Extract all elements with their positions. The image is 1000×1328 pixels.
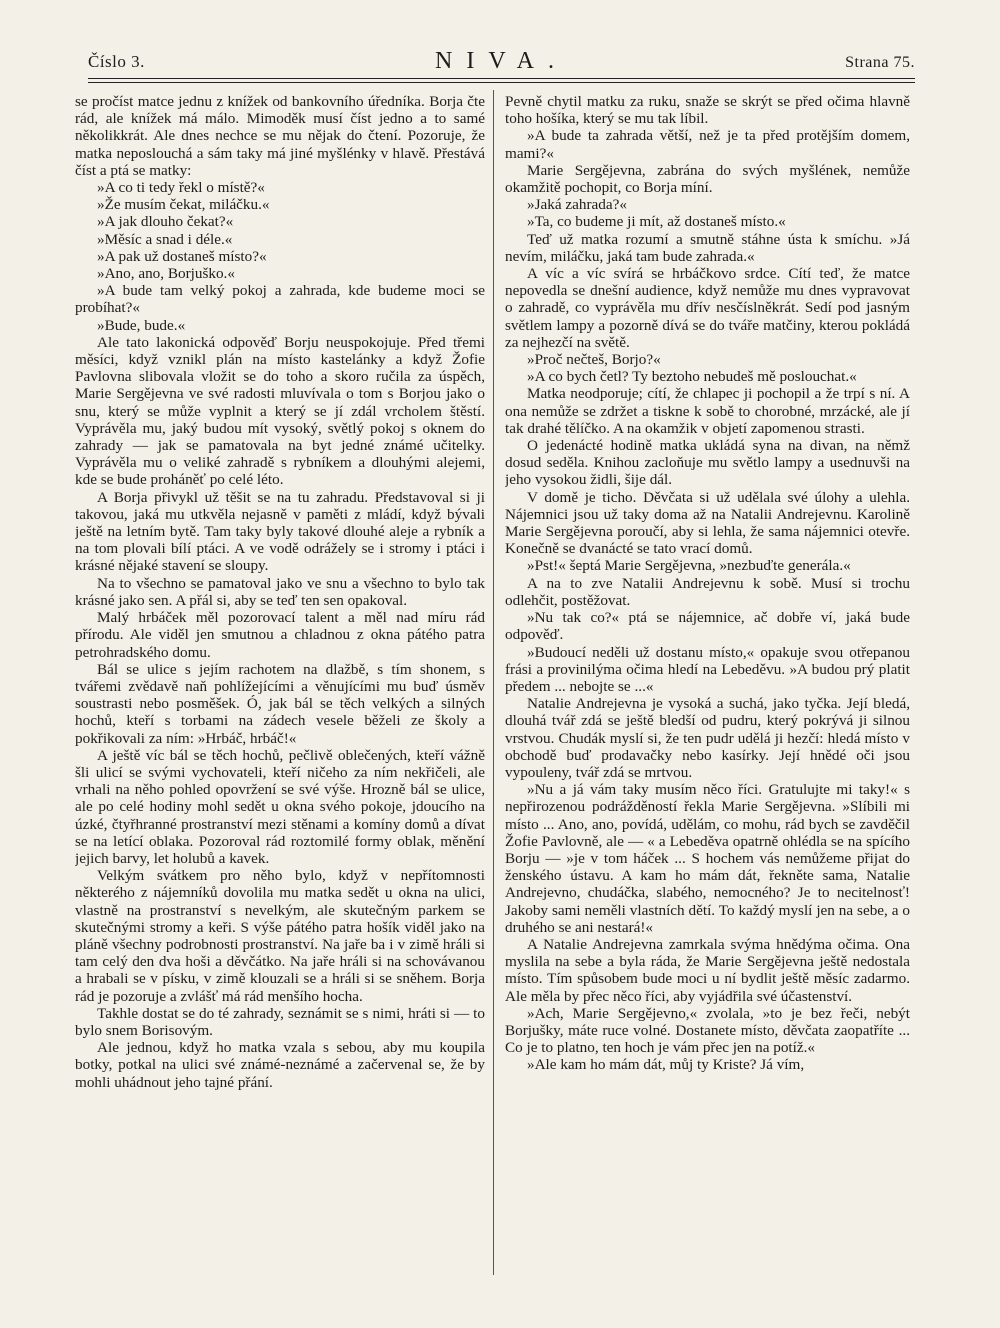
paragraph: »Ach, Marie Sergějevno,« zvolala, »to je bez řeči, nebýt Borjušky, máte ruce volné. Dostanete místo, děvčata zaopatříte ... Co je to platno, ten hoch je vám přec jen na potíž.« [505,1004,910,1057]
paragraph: O jedenácté hodině matka ukládá syna na divan, na němž dosud seděla. Knihou zacloňuje mu světlo lampy a usednuvši na jeho vysokou židli, šije dál. [505,437,910,489]
right-column [505,93,910,1273]
header-rule-top [88,78,915,79]
paragraph: Ale tato lakonická odpověď Borju neuspokojuje. Před třemi měsíci, když vznikl plán na místo kastelánky a když Žofie Pavlovna slibovala vložit se do toho a skoro ručila za úspěch, Marie Sergějevna ve své radosti mluvívala o tom s Borjou jako o snu, který se může vyplnit a který se jí zdál vrcholem štěstí. Vyprávěla mu, jaký budou mít vysoký, světlý pokoj s oknem do zahrady — jak se pamatovala na byt jedné známé učitelky. Vyprávěla mu o veliké zahradě s rybníkem a dlouhými alejemi, kde se bude proháněť po celé léto. [75,333,485,489]
paragraph: Bál se ulice s jejím rachotem na dlažbě, s tím shonem, s tvářemi zvědavě naň pohlížejícími a věnujícími mu buď úsměv soustrasti nebo posměšek. Ó, jak bál se těch velkých a silných hochů, kteří s torbami na zádech vesele běželi ze školy a pokřikovali za ním: »Hrbáč, hrbáč!« [75,660,485,747]
paragraph: »Pst!« šeptá Marie Sergějevna, »nezbuďte generála.« [527,557,851,575]
paragraph: »Proč nečteš, Borjo?« [527,351,661,369]
journal-title: NIVA. [435,48,568,74]
paragraph: »Budoucí neděli už dostanu místo,« opakuje svou otřepanou frási a provinilýma očima hledí na Lebeděvu. »A budou prý platit předem ... nebojte se ...« [505,643,910,695]
paragraph: A ještě víc bál se těch hochů, pečlivě oblečených, kteří vážně šli ulicí se svými vychovateli, kteří ničeho za ním nekřičeli, ale vrhali na něho pohled opovržení se své výše. Hrozně bál se ulice, ale po celé hodiny mohl sedět u okna svého pokoje, jdoucího na úzké, čtyřhranné prostranství mezi stěnami a komíny domů a dívat se na letící oblaka. Pozoroval rád roztomilé formy oblak, měnění jejich barvy, let holubů a kavek. [75,746,485,867]
paragraph: Matka neodporuje; cítí, že chlapec ji pochopil a že trpí s ní. A ona nemůže se zdržet a tiskne k sobě to chorobné, mrzácké, ale jí tak drahé tělíčko. A na okamžik v objetí zapomenou strasti. [505,385,910,437]
paragraph: »Že musím čekat, miláčku.« [97,196,270,214]
paragraph: »A co ti tedy řekl o místě?« [97,179,265,197]
paragraph: A víc a víc svírá se hrbáčkovo srdce. Cítí teď, že matce nepovedla se dnešní audience, když nemůže mu dnes vypravovat o zahradě, co vyprávěla mu dřív nesčíslněkrát. Sedí pod jasným světlem lampy a pozorně dívá se do tváře matčiny, kterou pokládá za nejhezčí na světě. [505,265,910,351]
paragraph: »Nu a já vám taky musím něco říci. Gratulujte mi taky!« s nepřirozenou podrážděností řekla Marie Sergějevna. »Slíbili mi místo ... Ano, ano, povídá, udělám, co mohu, rád bych se zavděčil Žofie Pavlovně, ale — « a Lebeděva opatrně ohlédla se na spícího Borju — »je v tom háček ... S hochem vás nemůžeme přijat do ženského ústavu. A kam ho mám dát, řekněte sama, Natalie Andrejevno, chudáčka, slabého, nemocného? Je to necitelnosť! Jakoby sami neměli vlastních dětí. To každý myslí jen na sebe, a o druhého se ani nestará!« [505,781,910,936]
header-rule-bottom [88,82,915,83]
paragraph: »A co bych četl? Ty beztoho nebudeš mě poslouchat.« [527,368,857,386]
paragraph: »A bude ta zahrada větší, než je ta před protějším domem, mami?« [505,127,910,162]
paragraph: A na to zve Natalii Andrejevnu k sobě. Musí si trochu odlehčit, postěžovat. [505,574,910,609]
paragraph: »A pak už dostaneš místo?« [97,247,267,265]
paragraph: »A bude tam velký pokoj a zahrada, kde budeme moci se probíhat?« [75,282,485,317]
issue-number: Číslo 3. [88,52,145,71]
paragraph: A Borja přivykl už těšit se na tu zahradu. Představoval si ji takovou, jaká mu utkvěla nejasně v paměti z mládí, když bývali ještě na letním bytě. Tam taky byly takové dlouhé aleje a rybník a na tom plovali bílí ptáci. A ve vodě odrážely se i stromy i ptáci i krásné nějaké stavení se sloupy. [75,488,485,575]
paragraph: se pročíst matce jednu z knížek od bankovního úředníka. Borja čte rád, ale knížek má málo. Mimoděk musí číst jedno a to samé několikkrát. Ale dnes nechce se mu nějak do čtení. Pozoruje, že matka neposlouchá a sám taky má jiné myšlénky v hlavě. Přestává číst a ptá se matky: [75,93,485,179]
paragraph: Marie Sergějevna, zabrána do svých myšlének, nemůže okamžitě pochopit, co Borja míní. [505,161,910,197]
paragraph: »Bude, bude.« [97,316,186,334]
paragraph: Teď už matka rozumí a smutně stáhne ústa k smíchu. »Já nevím, miláčku, jaká tam bude zahrada.« [505,230,910,265]
paragraph: »Nu tak co?« ptá se nájemnice, ač dobře ví, jaká bude odpověď. [505,609,910,644]
paragraph: »Měsíc a snad i déle.« [97,230,233,248]
left-column [75,93,485,1273]
paragraph: Ale jednou, když ho matka vzala s sebou, aby mu koupila botky, potkal na ulici své známé-neznámé a začervenal se, že by mohli uhádnout jeho tajné přání. [75,1039,485,1091]
paragraph: »Jaká zahrada?« [527,196,627,214]
column-divider [493,90,494,1275]
page-number: Strana 75. [845,54,915,71]
paragraph: »Ano, ano, Borjuško.« [97,265,235,283]
paragraph: Pevně chytil matku za ruku, snaže se skrýt se před očima hlavně toho hošíka, který se mu tak líbil. [505,93,910,128]
paragraph: A Natalie Andrejevna zamrkala svýma hnědýma očima. Ona myslila na sebe a byla ráda, že Marie Sergějevna ještě nedostala místo. Tím spůsobem bude moci u ní bydlit ještě měsíc zadarmo. Ale měla by přec něco říci, aby vyjádřila své účastenství. [505,935,910,1005]
paragraph: »Ale kam ho mám dát, můj ty Kriste? Já vím, [527,1056,805,1074]
paragraph: Velkým svátkem pro něho bylo, když v nepřítomnosti některého z nájemníků dovolila mu matka sedět u okna na ulici, vlastně na prostranství s nevelkým, ale skutečným parkem se skutečnými stromy a keři. S výše pátého patra hošík viděl jako na pláně všechny podrobnosti prostranství. Na jaře ba i v zimě hráli si tam celý den dva hoši a děvčátko. Na jaře hráli si na schovávanou a hrabali se v písku, v zimě klouzali se a hráli si se sněhem. Borja rád je pozoruje a zvlášť má rád menšího hocha. [75,867,485,1005]
paragraph: Takhle dostat se do té zahrady, seznámit se s nimi, hráti si — to bylo snem Borisovým. [75,1004,485,1039]
paragraph: Malý hrbáček měl pozorovací talent a měl nad míru rád přírodu. Ale viděl jen smutnou a chladnou z okna pátého patra petrohradského domu. [75,609,485,661]
paragraph: Natalie Andrejevna je vysoká a suchá, jako tyčka. Její bledá, dlouhá tvář zdá se ještě bledší od pudru, který pokrývá ji silnou vrstvou. Chudák myslí si, že ten pudr udělá ji hezčí: hledá místo v obchodě buď prodavačky nebo kasírky. Její hnědé oči jsou vypouleny, tvář zdá se mrtvou. [505,695,910,781]
paragraph: »A jak dlouho čekat?« [97,213,234,231]
paragraph: V domě je ticho. Děvčata si už udělala své úlohy a ulehla. Nájemnici jsou už taky doma až na Natalii Andrejevnu. Karolině Marie Sergějevna poroučí, aby si lehla, že sama nájemnici otevře. Konečně se dvanácté se tato vrací domů. [505,488,910,558]
paragraph: »Ta, co budeme ji mít, až dostaneš místo.« [527,213,786,231]
page-header [88,48,915,78]
paragraph: Na to všechno se pamatoval jako ve snu a všechno to bylo tak krásné jako sen. A přál si, aby se teď ten sen opakoval. [75,574,485,609]
